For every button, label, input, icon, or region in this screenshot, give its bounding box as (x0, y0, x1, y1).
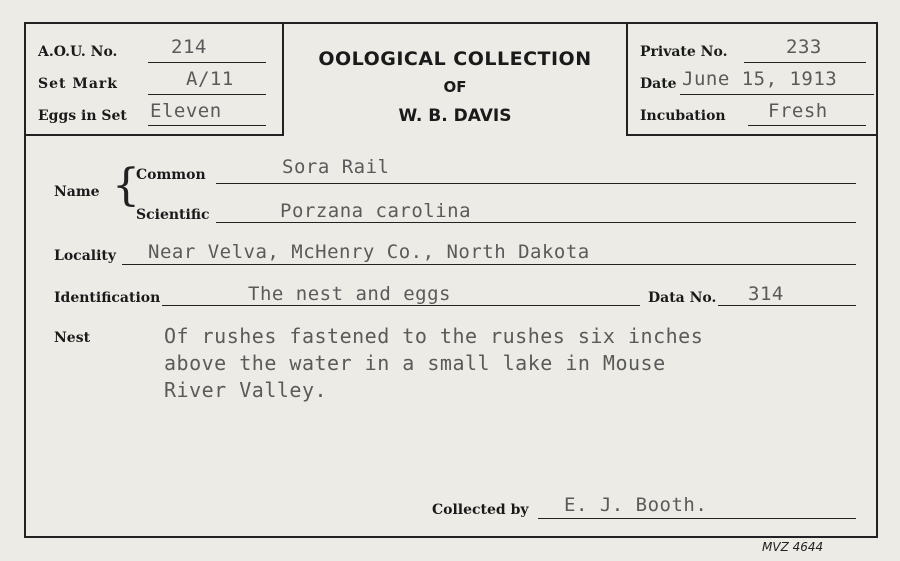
collected-by-value: E. J. Booth. (564, 494, 708, 516)
incubation-line (748, 125, 866, 126)
title-line-2: OF (443, 78, 467, 96)
name-brace-icon: { (112, 160, 140, 211)
date-label: Date (640, 76, 677, 92)
data-card (24, 22, 878, 538)
aou-label: A.O.U. No. (38, 44, 118, 60)
private-no-line (744, 62, 866, 63)
date-value: June 15, 1913 (682, 68, 838, 90)
eggs-in-set-line (148, 125, 266, 126)
private-no-value: 233 (786, 36, 822, 58)
set-mark-label: Set Mark (38, 76, 119, 92)
scientific-name-value: Porzana carolina (280, 200, 472, 222)
title-line-3: W. B. DAVIS (398, 106, 512, 126)
data-no-label: Data No. (648, 290, 717, 306)
locality-label: Locality (54, 248, 117, 264)
identification-value: The nest and eggs (248, 283, 451, 305)
nest-line-2: above the water in a small lake in Mouse (164, 351, 666, 375)
collected-by-label: Collected by (432, 502, 529, 518)
identification-label: Identification (54, 290, 161, 306)
scientific-name-label: Scientific (136, 207, 210, 223)
aou-line (148, 62, 266, 63)
eggs-in-set-label: Eggs in Set (38, 108, 127, 124)
date-line (680, 94, 874, 95)
name-label: Name (54, 184, 100, 200)
nest-line-3: River Valley. (164, 378, 328, 402)
locality-line (122, 264, 856, 265)
eggs-in-set-value: Eleven (150, 100, 222, 122)
set-mark-line (148, 94, 266, 95)
private-no-label: Private No. (640, 44, 728, 60)
scientific-name-line (216, 222, 856, 223)
nest-line-1: Of rushes fastened to the rushes six inches (164, 324, 704, 348)
common-name-line (216, 183, 856, 184)
common-name-value: Sora Rail (282, 156, 390, 178)
data-no-line (718, 305, 856, 306)
private-number-box (626, 24, 878, 136)
set-mark-value: A/11 (186, 68, 234, 90)
identification-line (162, 305, 640, 306)
common-name-label: Common (136, 167, 206, 183)
collection-title (284, 24, 626, 136)
incubation-label: Incubation (640, 108, 726, 124)
specimen-number-box (26, 24, 284, 136)
data-no-value: 314 (748, 283, 784, 305)
nest-label: Nest (54, 330, 91, 346)
collected-by-line (538, 518, 856, 519)
catalog-number: MVZ 4644 (762, 540, 824, 554)
aou-value: 214 (171, 36, 207, 58)
title-line-1: OOLOGICAL COLLECTION (318, 48, 592, 70)
locality-value: Near Velva, McHenry Co., North Dakota (148, 241, 590, 263)
incubation-value: Fresh (768, 100, 828, 122)
